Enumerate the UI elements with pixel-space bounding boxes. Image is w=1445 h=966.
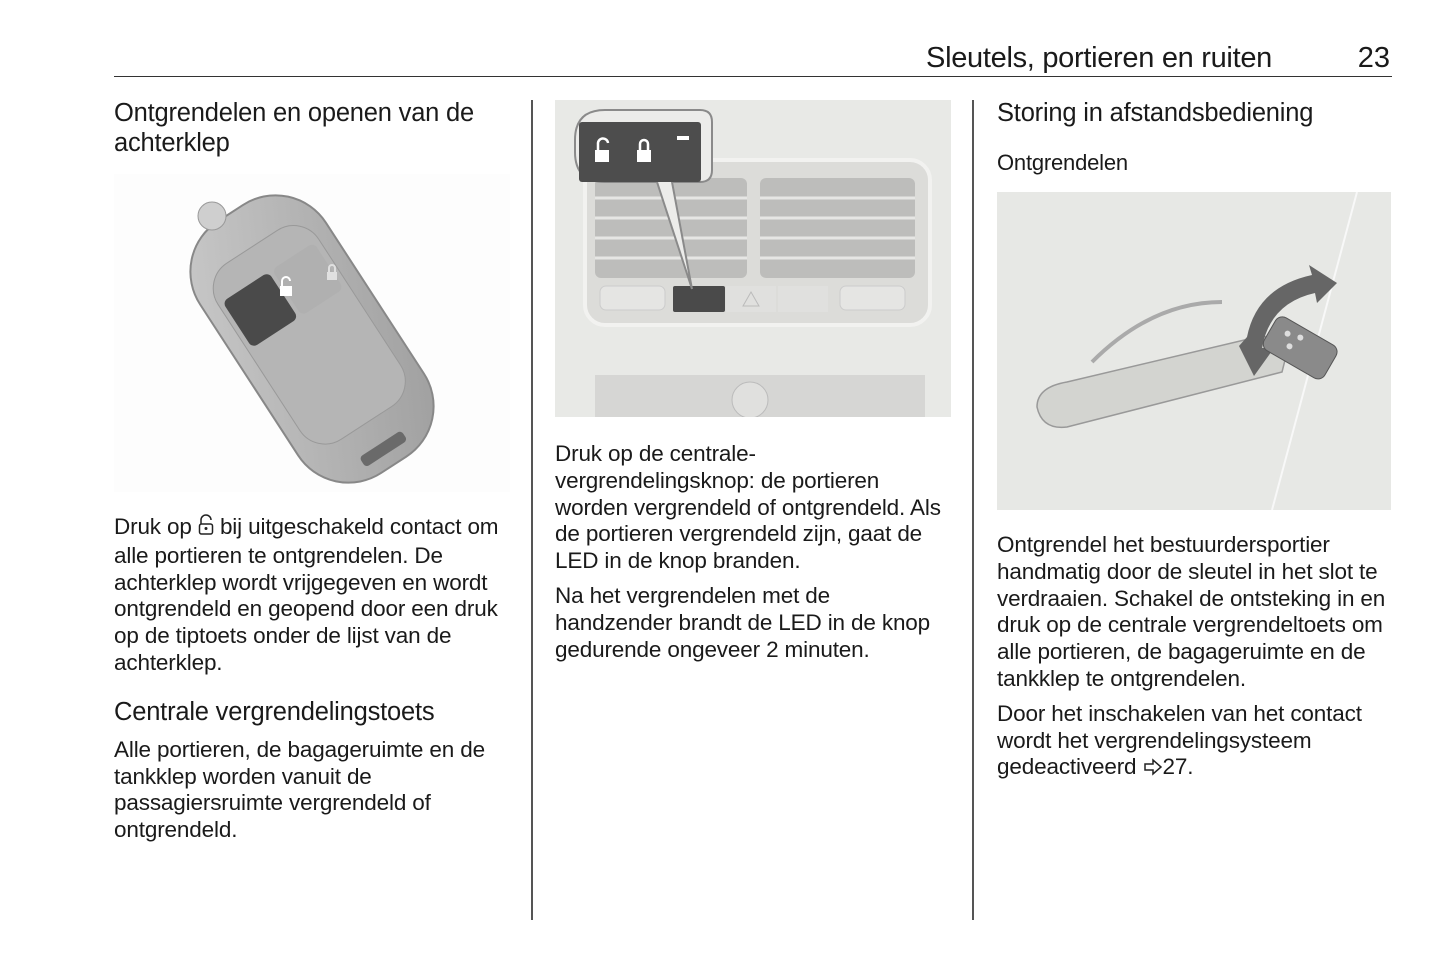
chapter-title: Sleutels, portieren en ruiten [926, 42, 1272, 74]
paragraph-central-lock: Alle portieren, de bagageruimte en de tankklep worden vanuit de passagiersruimte vergrendeld of ontgrendeld. [114, 736, 485, 843]
door-handle-key-illustration-icon [997, 192, 1391, 510]
section-heading-tailgate: Ontgrendelen en openen van de achterklep [114, 99, 475, 157]
paragraph-led: Na het vergrendelen met de handzender brandt de LED in de knop gedurende ongeveer 2 minuten. [555, 582, 931, 662]
column-divider [972, 100, 974, 920]
page-header [114, 40, 1392, 77]
section-heading-remote-fault: Storing in afstandsbediening [997, 99, 1314, 127]
central-lock-figure [555, 100, 951, 417]
page-number: 23 [1357, 42, 1390, 74]
reference-arrow-icon [1143, 756, 1163, 783]
column-1 [114, 98, 514, 844]
paragraph-central-lock-button: Druk op de centrale-vergrendelingsknop: de portieren worden vergrendeld of ontgrendeld. Als de portieren vergrendeld zijn, gaat de LED in de knop branden. [555, 441, 941, 574]
section-heading-central-lock: Centrale vergrendelingstoets [114, 697, 435, 726]
paragraph-manual-unlock: Ontgrendel het bestuurdersportier handmatig door de sleutel in het slot te verdraaien. Schakel de ontsteking in en druk op de centrale vergrendeltoets om alle portieren, de bagageruimte en de tankklep te ontgrendelen. [997, 532, 1386, 691]
door-handle-figure [997, 192, 1391, 510]
column-divider [531, 100, 533, 920]
subheading-unlock: Ontgrendelen [997, 150, 1128, 175]
column-3 [997, 98, 1397, 783]
unlock-icon [198, 514, 214, 543]
column-2 [555, 98, 955, 663]
key-fob-illustration-icon [114, 174, 510, 492]
paragraph-deactivation: Door het inschakelen van het contact wordt het vergrendelingsysteem gedeactiveerd 27. [997, 701, 1393, 783]
page-reference-link[interactable]: 27. [1162, 754, 1194, 780]
paragraph-unlock: Druk op bij uitgeschakeld contact om alle portieren te ontgrendelen. De achterklep wordt vrijgegeven en wordt ontgrendeld en geopend door een druk op de tiptoets onder de lijst van de achterklep. [114, 514, 499, 675]
central-locking-button-illustration-icon [555, 100, 951, 417]
key-fob-figure [114, 174, 510, 492]
